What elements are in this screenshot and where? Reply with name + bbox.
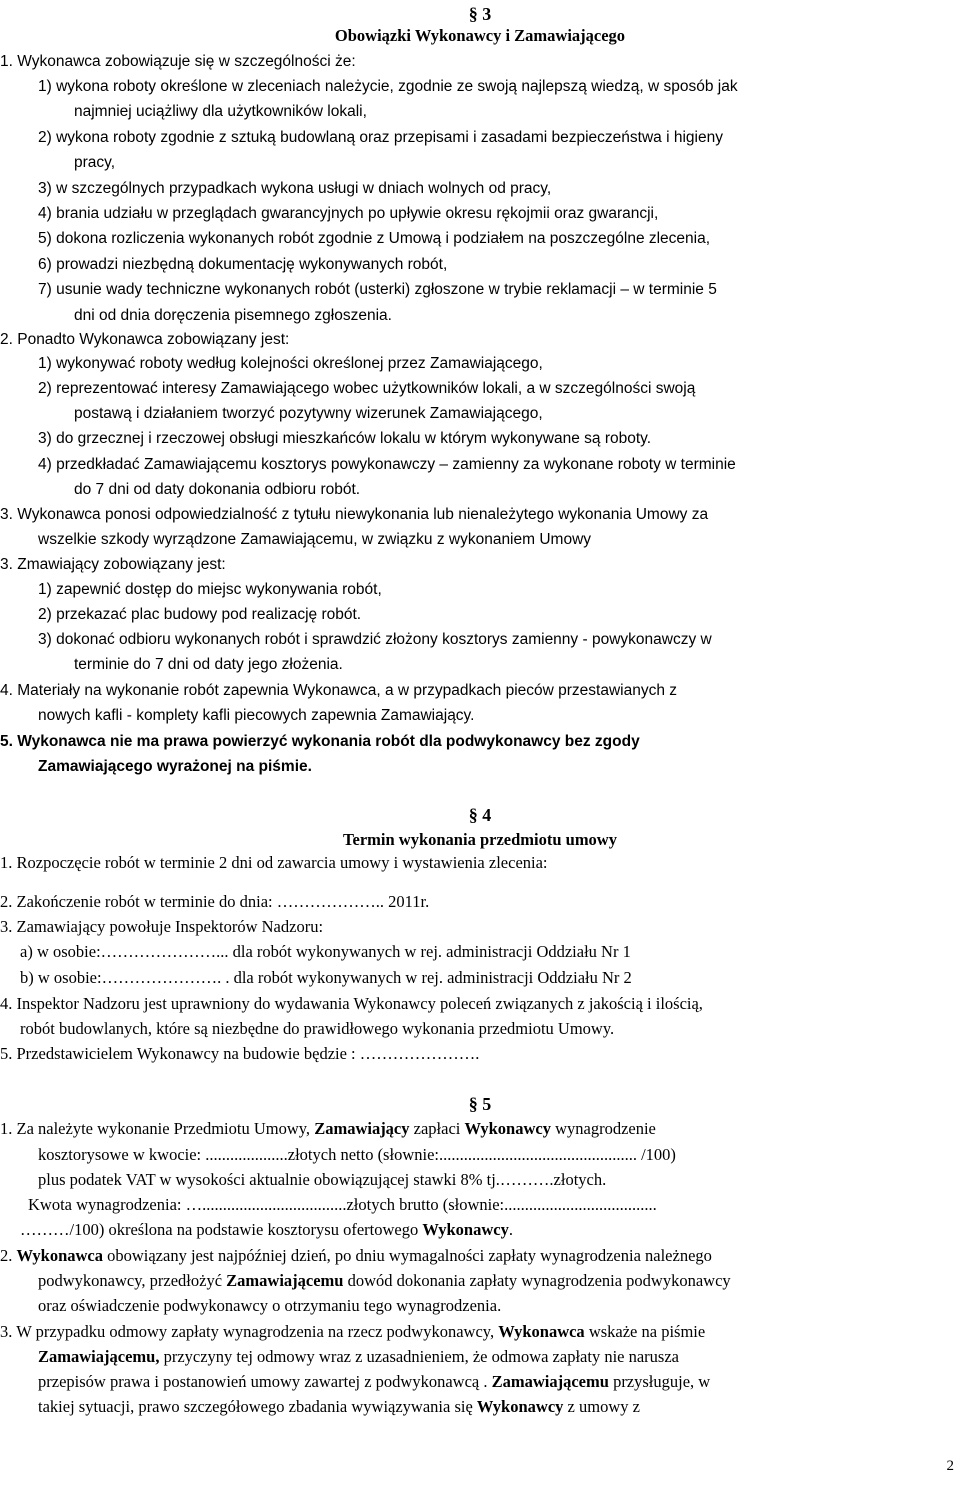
- s3-line-24: 3) dokonać odbioru wykonanych robót i sprawdzić złożony kosztorys zamienny - powykonawczy w: [38, 631, 712, 648]
- s3-line-25: terminie do 7 dni od daty jego złożenia.: [74, 656, 343, 673]
- s4-line-5: b) w osobie:…………………. . dla robót wykonywanych w rej. administracji Oddziału Nr 2: [20, 968, 632, 987]
- s3-line-19: 3. Wykonawca ponosi odpowiedzialność z tytułu niewykonania lub nienależytego wykonania Umowy za: [0, 506, 709, 523]
- s3-line-16: 3) do grzecznej i rzeczowej obsługi mieszkańców lokalu w którym wykonywane są roboty.: [38, 430, 652, 447]
- s5-para-1-line-3: plus podatek VAT w wysokości aktualnie obowiązującej stawki 8% tj.……….złotych.: [38, 1170, 607, 1189]
- s3-line-26: 4. Materiały na wykonanie robót zapewnia Wykonawca, a w przypadkach pieców przestawianych z: [0, 682, 678, 699]
- s4-line-1: 1. Rozpoczęcie robót w terminie 2 dni od zawarcia umowy i wystawienia zlecenia:: [0, 853, 548, 872]
- s3-line-11: dni od dnia doręczenia pisemnego zgłoszenia.: [74, 307, 392, 324]
- text-run: z umowy z: [563, 1397, 640, 1416]
- text-run: 1. Za należyte wykonanie Przedmiotu Umowy,: [0, 1119, 315, 1138]
- text-run-bold: Zamawiającemu: [226, 1271, 344, 1290]
- text-run: 2.: [0, 1246, 17, 1265]
- s3-line-13: 1) wykonywać roboty według kolejności określonej przez Zamawiającego,: [38, 355, 543, 372]
- s3-line-21: 3. Zmawiający zobowiązany jest:: [0, 556, 226, 573]
- text-run: wskaże na piśmie: [584, 1322, 706, 1341]
- s3-line-22: 1) zapewnić dostęp do miejsc wykonywania robót,: [38, 581, 382, 598]
- text-run: przyczyny tej odmowy wraz z uzasadnieniem, że odmowa zapłaty nie narusza: [159, 1347, 679, 1366]
- text-run-bold: Zamawiającemu,: [38, 1347, 160, 1366]
- section-4-title: Termin wykonania przedmiotu umowy: [343, 830, 617, 849]
- section-3-heading: § 3: [468, 4, 492, 24]
- text-run-bold: Wykonawca: [498, 1322, 585, 1341]
- s5-para-1-line-5: [20, 1220, 513, 1240]
- s5-para-2-line-3: oraz oświadczenie podwykonawcy o otrzymaniu tego wynagrodzenia.: [38, 1296, 502, 1315]
- s5-para-3-line-3: [38, 1372, 710, 1392]
- text-run: wynagrodzenie: [550, 1119, 656, 1138]
- text-run-bold: Zamawiającemu: [491, 1372, 609, 1391]
- s3-line-1: 1. Wykonawca zobowiązuje się w szczególności że:: [0, 53, 356, 70]
- s5-para-3-line-1: [0, 1322, 705, 1342]
- text-run: ………/100) określona na podstawie kosztorysu ofertowego: [20, 1220, 423, 1239]
- s5-para-1-line-1: [0, 1119, 656, 1139]
- s3-line-7: 4) brania udziału w przeglądach gwarancyjnych po upływie okresu rękojmii oraz gwarancji,: [38, 205, 659, 222]
- s3-line-28: 5. Wykonawca nie ma prawa powierzyć wykonania robót dla podwykonawcy bez zgody: [0, 733, 640, 750]
- text-run: dowód dokonania zapłaty wynagrodzenia podwykonawcy: [343, 1271, 731, 1290]
- s3-line-17: 4) przedkładać Zamawiającemu kosztorys powykonawczy – zamienny za wykonane roboty w terminie: [38, 456, 736, 473]
- s3-line-23: 2) przekazać plac budowy pod realizację robót.: [38, 606, 362, 623]
- s3-line-5: pracy,: [74, 154, 116, 171]
- s3-line-6: 3) w szczególnych przypadkach wykona usługi w dniach wolnych od pracy,: [38, 180, 552, 197]
- section-5-heading: § 5: [468, 1094, 492, 1114]
- s3-line-29: Zamawiającego wyrażonej na piśmie.: [38, 758, 312, 775]
- s3-line-15: postawą i działaniem tworzyć pozytywny wizerunek Zamawiającego,: [74, 405, 543, 422]
- s4-line-2: 2. Zakończenie robót w terminie do dnia: ……………….. 2011r.: [0, 892, 430, 911]
- text-run-bold: Zamawiający: [314, 1119, 410, 1138]
- text-run-bold: Wykonawcy: [422, 1220, 509, 1239]
- text-run: .: [508, 1220, 513, 1239]
- text-run: przepisów prawa i postanowień umowy zawartej z podwykonawcą .: [38, 1372, 492, 1391]
- s4-line-7: robót budowlanych, które są niezbędne do prawidłowego wykonania przedmiotu Umowy.: [20, 1019, 615, 1038]
- text-run: podwykonawcy, przedłożyć: [38, 1271, 227, 1290]
- s3-line-3: najmniej uciążliwy dla użytkowników lokali,: [74, 103, 367, 120]
- s5-para-3-line-2: [38, 1347, 679, 1367]
- s4-line-6: 4. Inspektor Nadzoru jest uprawniony do wydawania Wykonawcy poleceń związanych z jakością i ilością,: [0, 994, 703, 1013]
- s5-para-1-line-4: Kwota wynagrodzenia: …...................................złotych brutto (słownie:.....................................: [28, 1195, 657, 1214]
- text-run: zapłaci: [409, 1119, 465, 1138]
- s3-line-10: 7) usunie wady techniczne wykonanych robót (usterki) zgłoszone w trybie reklamacji – w terminie 5: [38, 281, 717, 298]
- text-run: przysługuje, w: [608, 1372, 711, 1391]
- s5-para-2-line-1: [0, 1246, 712, 1266]
- s3-line-12: 2. Ponadto Wykonawca zobowiązany jest:: [0, 331, 290, 348]
- s3-line-9: 6) prowadzi niezbędną dokumentację wykonywanych robót,: [38, 256, 448, 273]
- s5-para-3-line-4: [38, 1397, 640, 1417]
- page-number: 2: [946, 1458, 954, 1474]
- s3-line-4: 2) wykona roboty zgodnie z sztuką budowlaną oraz przepisami i zasadami bezpieczeństwa i higieny: [38, 129, 723, 146]
- s5-para-1-line-2: kosztorysowe w kwocie: ....................złotych netto (słownie:................................................ /100): [38, 1145, 676, 1164]
- s3-line-8: 5) dokona rozliczenia wykonanych robót zgodnie z Umową i podziałem na poszczególne zlecenia,: [38, 230, 711, 247]
- text-run-bold: Wykonawca: [16, 1246, 103, 1265]
- s3-line-18: do 7 dni od daty dokonania odbioru robót.: [74, 481, 361, 498]
- section-4-heading: § 4: [468, 805, 492, 825]
- text-run: 3. W przypadku odmowy zapłaty wynagrodzenia na rzecz podwykonawcy,: [0, 1322, 499, 1341]
- s5-para-2-line-2: [38, 1271, 731, 1291]
- section-3-title: Obowiązki Wykonawcy i Zamawiającego: [334, 26, 626, 45]
- text-run-bold: Wykonawcy: [476, 1397, 564, 1416]
- s4-line-8: 5. Przedstawicielem Wykonawcy na budowie będzie : ………………….: [0, 1044, 480, 1063]
- s3-line-2: 1) wykona roboty określone w zleceniach należycie, zgodnie ze swoją najlepszą wiedzą, w sposób jak: [38, 78, 738, 95]
- text-run: obowiązany jest najpóźniej dzień, po dniu wymagalności zapłaty wynagrodzenia należnego: [102, 1246, 712, 1265]
- s4-line-4: a) w osobie:…………………... dla robót wykonywanych w rej. administracji Oddziału Nr 1: [20, 942, 631, 961]
- s3-line-27: nowych kafli - komplety kafli piecowych zapewnia Zamawiający.: [38, 707, 475, 724]
- text-run: takiej sytuacji, prawo szczegółowego zbadania wywiązywania się: [38, 1397, 477, 1416]
- s3-line-20: wszelkie szkody wyrządzone Zamawiającemu, w związku z wykonaniem Umowy: [38, 531, 592, 548]
- s3-line-14: 2) reprezentować interesy Zamawiającego wobec użytkowników lokali, a w szczególności swoją: [38, 380, 696, 397]
- text-run-bold: Wykonawcy: [464, 1119, 551, 1138]
- s4-line-3: 3. Zamawiający powołuje Inspektorów Nadzoru:: [0, 917, 324, 936]
